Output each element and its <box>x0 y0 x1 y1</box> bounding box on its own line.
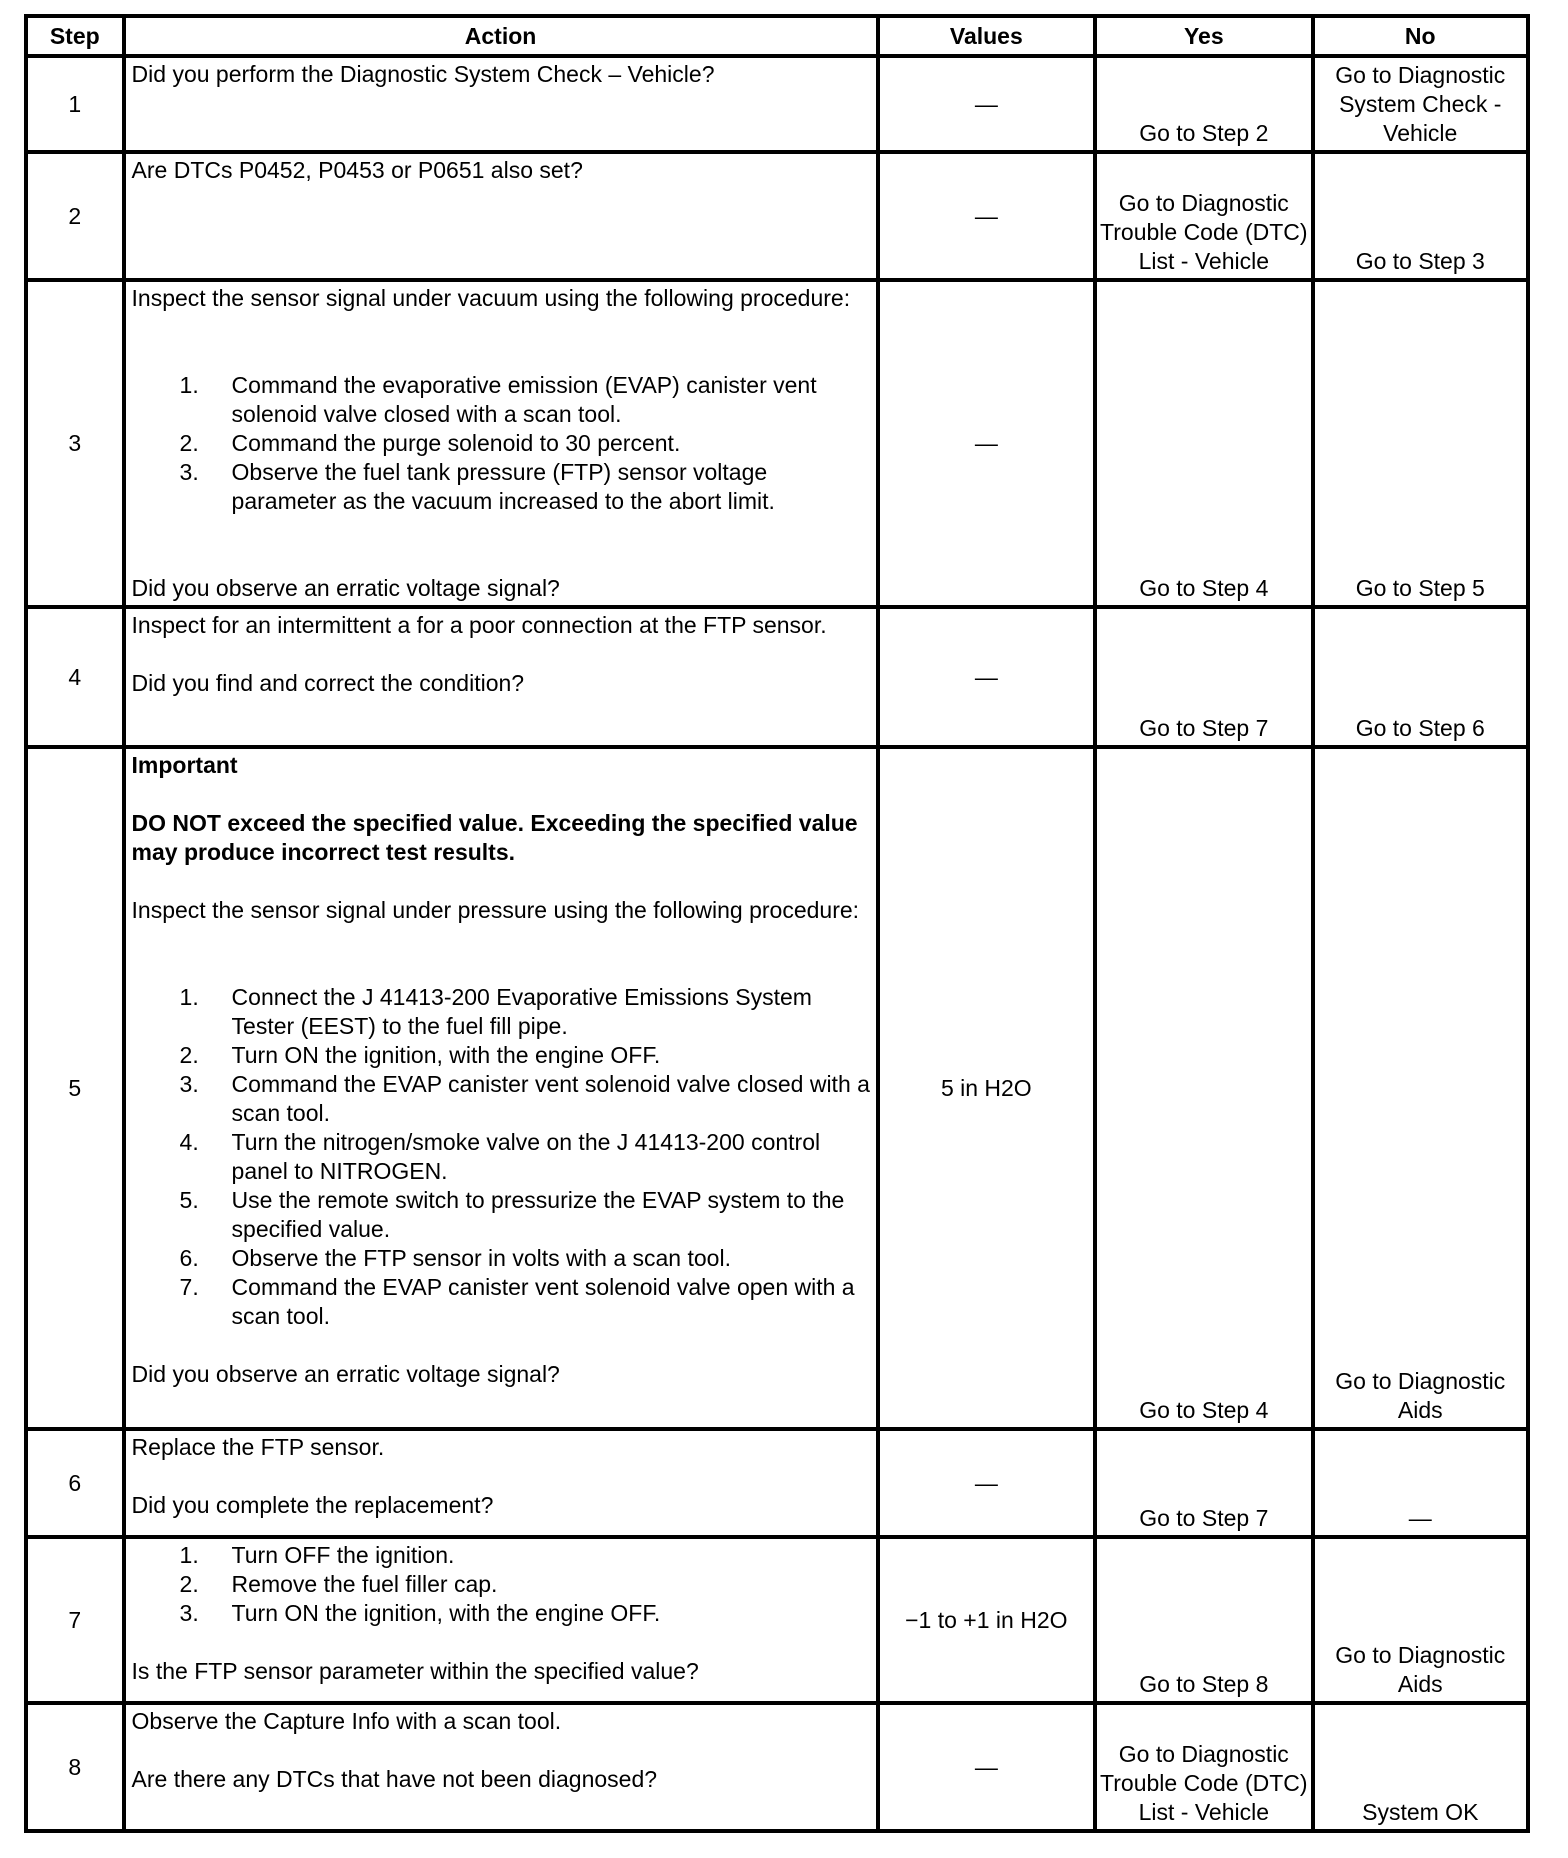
action-intro: Replace the FTP sensor. <box>131 1434 385 1460</box>
procedure-step: 2. Command the purge solenoid to 30 percent. <box>179 430 681 456</box>
no-cell: Go to Step 6 <box>1313 607 1528 747</box>
yes-cell: Go to Step 4 <box>1095 747 1312 1429</box>
values-cell: — <box>878 152 1095 280</box>
action-question: Did you observe an erratic voltage signal? <box>131 1361 560 1387</box>
no-cell: Go to Step 5 <box>1313 280 1528 607</box>
action-question: Are DTCs P0452, P0453 or P0651 also set? <box>131 157 583 183</box>
action-question: Did you find and correct the condition? <box>131 670 525 696</box>
procedure-step: 3. Turn ON the ignition, with the engine OFF. <box>179 1600 661 1626</box>
step-number: 6 <box>26 1429 124 1537</box>
table-row <box>26 1429 1528 1537</box>
yes-cell: Go to Step 2 <box>1095 56 1312 152</box>
values-cell: −1 to +1 in H2O <box>878 1537 1095 1703</box>
yes-cell: Go to Step 7 <box>1095 1429 1312 1537</box>
header-step: Step <box>26 16 124 56</box>
important-label: Important <box>131 752 238 778</box>
procedure-list <box>132 1541 876 1628</box>
yes-cell: Go to Step 4 <box>1095 280 1312 607</box>
yes-cell: Go to Step 8 <box>1095 1537 1312 1703</box>
step-number: 1 <box>26 56 124 152</box>
action-intro: Inspect the sensor signal under vacuum using the following procedure: <box>131 285 851 311</box>
table-row <box>26 1537 1528 1703</box>
table-row <box>26 607 1528 747</box>
procedure-step: 4. Turn the nitrogen/smoke valve on the J 41413-200 control panel to NITROGEN. <box>179 1129 821 1184</box>
table-row <box>26 280 1528 607</box>
no-cell: Go to Step 3 <box>1313 152 1528 280</box>
action-cell <box>124 607 878 747</box>
no-cell: Go to Diagnostic System Check - Vehicle <box>1313 56 1528 152</box>
step-number: 8 <box>26 1703 124 1831</box>
step-number: 7 <box>26 1537 124 1703</box>
yes-cell: Go to Step 7 <box>1095 607 1312 747</box>
step-number: 5 <box>26 747 124 1429</box>
procedure-step: 7. Command the EVAP canister vent solenoid valve open with a scan tool. <box>179 1274 855 1329</box>
values-cell: — <box>878 1703 1095 1831</box>
procedure-step: 3. Observe the fuel tank pressure (FTP) sensor voltage parameter as the vacuum increased to the abort limit. <box>179 459 775 514</box>
procedure-list <box>132 371 876 516</box>
values-cell: — <box>878 1429 1095 1537</box>
step-number: 3 <box>26 280 124 607</box>
header-row <box>26 16 1528 56</box>
header-no: No <box>1313 16 1528 56</box>
action-cell <box>124 1429 878 1537</box>
no-cell: Go to Diagnostic Aids <box>1313 1537 1528 1703</box>
values-cell: — <box>878 607 1095 747</box>
procedure-list <box>132 983 876 1331</box>
no-cell: — <box>1313 1429 1528 1537</box>
table-row <box>26 747 1528 1429</box>
procedure-step: 3. Command the EVAP canister vent solenoid valve closed with a scan tool. <box>179 1071 870 1126</box>
header-yes: Yes <box>1095 16 1312 56</box>
action-question: Are there any DTCs that have not been diagnosed? <box>131 1766 658 1792</box>
action-question: Did you perform the Diagnostic System Check – Vehicle? <box>131 61 715 87</box>
header-action: Action <box>124 16 878 56</box>
procedure-step: 2. Turn ON the ignition, with the engine OFF. <box>179 1042 661 1068</box>
no-cell: Go to Diagnostic Aids <box>1313 747 1528 1429</box>
action-cell <box>124 56 878 152</box>
step-number: 2 <box>26 152 124 280</box>
no-cell: System OK <box>1313 1703 1528 1831</box>
procedure-step: 2. Remove the fuel filler cap. <box>179 1571 498 1597</box>
header-values: Values <box>878 16 1095 56</box>
action-cell <box>124 1537 878 1703</box>
action-question: Did you complete the replacement? <box>131 1492 494 1518</box>
action-cell <box>124 280 878 607</box>
procedure-step: 1. Connect the J 41413-200 Evaporative Emissions System Tester (EEST) to the fuel fill pipe. <box>179 984 812 1039</box>
values-cell: — <box>878 280 1095 607</box>
action-question: Did you observe an erratic voltage signal? <box>131 575 560 601</box>
values-cell: 5 in H2O <box>878 747 1095 1429</box>
action-intro: Observe the Capture Info with a scan tool. <box>131 1708 562 1734</box>
yes-cell: Go to Diagnostic Trouble Code (DTC) List - Vehicle <box>1095 152 1312 280</box>
procedure-step: 6. Observe the FTP sensor in volts with a scan tool. <box>179 1245 731 1271</box>
table-row <box>26 152 1528 280</box>
action-intro: Inspect for an intermittent a for a poor connection at the FTP sensor. <box>131 612 827 638</box>
action-cell <box>124 152 878 280</box>
yes-cell: Go to Diagnostic Trouble Code (DTC) List - Vehicle <box>1095 1703 1312 1831</box>
procedure-step: 1. Turn OFF the ignition. <box>179 1542 455 1568</box>
diagnostic-table <box>24 14 1530 1833</box>
action-question: Is the FTP sensor parameter within the specified value? <box>131 1658 699 1684</box>
step-number: 4 <box>26 607 124 747</box>
procedure-step: 5. Use the remote switch to pressurize the EVAP system to the specified value. <box>179 1187 845 1242</box>
important-text: DO NOT exceed the specified value. Exceeding the specified value may produce incorrect test results. <box>131 810 858 865</box>
values-cell: — <box>878 56 1095 152</box>
action-cell <box>124 747 878 1429</box>
action-intro: Inspect the sensor signal under pressure using the following procedure: <box>131 897 860 923</box>
action-cell <box>124 1703 878 1831</box>
procedure-step: 1. Command the evaporative emission (EVAP) canister vent solenoid valve closed with a scan tool. <box>179 372 817 427</box>
table-row <box>26 1703 1528 1831</box>
table-row <box>26 56 1528 152</box>
diagnostic-table-container <box>24 14 1530 1833</box>
